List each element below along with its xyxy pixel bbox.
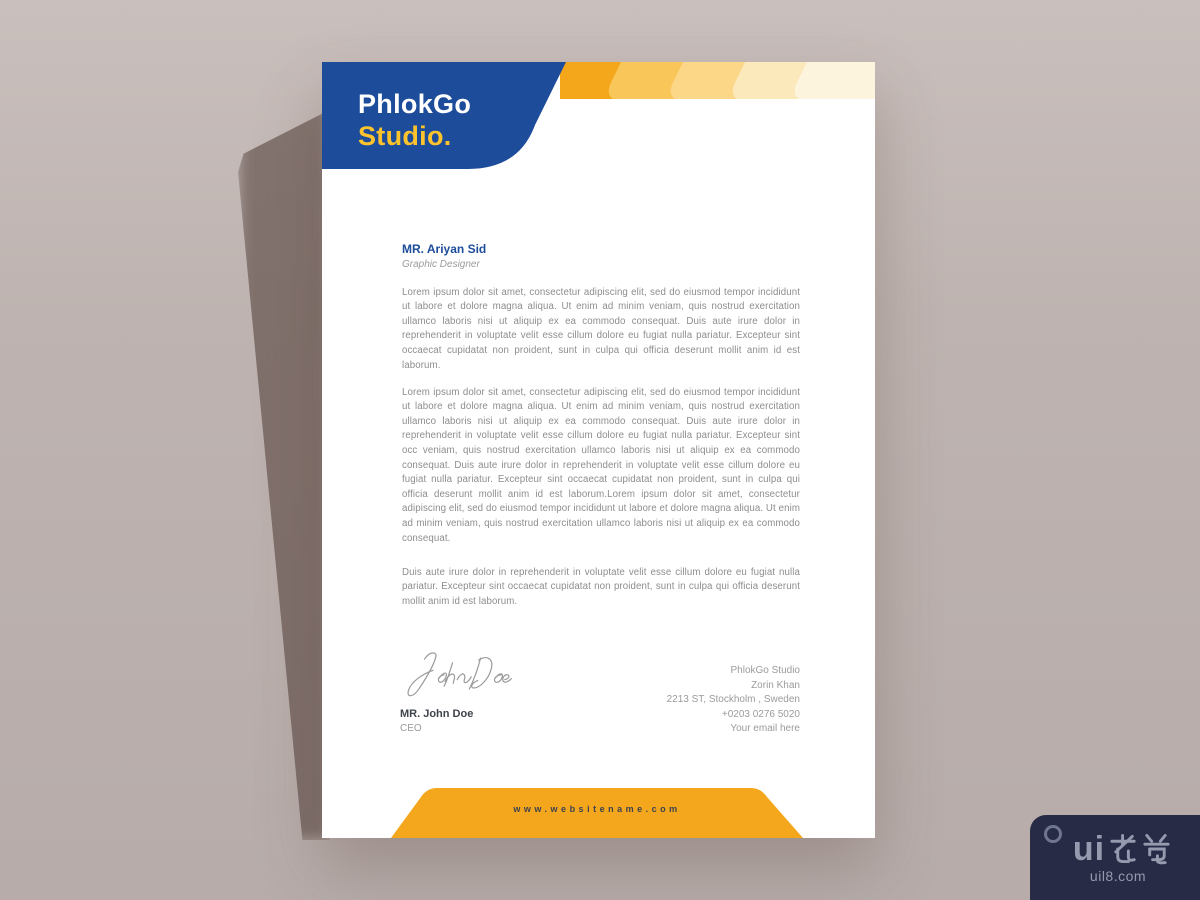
watermark-ring-icon xyxy=(1044,825,1062,843)
contact-email: Your email here xyxy=(730,723,800,735)
body-paragraph-1: Lorem ipsum dolor sit amet, consectetur adipiscing elit, sed do eiusmod tempor incididunt ut labore et dolore magna aliqua. Ut enim ad minim veniam, quis nostrud exercitation ullamco laboris nisi ut aliquip ex ea commodo consequat. Duis aute irure dolor in reprehenderit in voluptate velit esse cillum dolore eu fugiat nulla pariatur. Excepteur sint occaecat cupidatat non proident, sunt in culpa qui officia deserunt mollit anim id est laborum. xyxy=(402,286,800,371)
ui8-cjk-logo-icon xyxy=(1109,832,1171,866)
contact-company: PhlokGo Studio xyxy=(730,665,800,676)
signoff-block xyxy=(400,646,520,734)
footer-website: www.websitename.com xyxy=(513,804,681,814)
contact-person: Zorin Khan xyxy=(751,679,800,691)
brand-logo xyxy=(358,88,471,152)
brand-logo-line1: PhlokGo xyxy=(358,89,472,119)
recipient-name: MR. Ariyan Sid xyxy=(402,242,487,256)
body-paragraph-2: Lorem ipsum dolor sit amet, consectetur adipiscing elit, sed do eiusmod tempor incididunt ut labore et dolore magna aliqua. Ut enim ad minim veniam, quis nostrud exercitation ullamco laboris nisi ut aliquip ex ea commodo consequat. Duis aute irure dolor in reprehenderit in voluptate velit esse cillum dolore eu fugiat nulla pariatur. Excepteur sint occ veniam, quis nostrud exercitation ullamco laboris nisi ut aliquip ex ea commodo consequat. Duis aute irure dolor in reprehenderit in voluptate velit esse cillum dolore eu fugiat nulla pariatur. Excepteur sint occaecat cupidatat non proident, sunt in culpa qui officia deserunt mollit anim id est laborum.Lorem ipsum dolor sit amet, consectetur adipiscing elit, sed do eiusmod tempor incididunt ut labore et dolore magna aliqua. Ut enim ad minim veniam, quis nostrud exercitation ullamco laboris nisi ut aliquip ex ea commodo consequat. xyxy=(402,386,800,544)
body-paragraph-3: Duis aute irure dolor in reprehenderit in voluptate velit esse cillum dolore eu fugiat nulla pariatur. Excepteur sint occaecat cupidatat non proident, sunt in culpa qui officia deserunt mollit anim id est laborum. xyxy=(402,566,800,607)
contact-block xyxy=(667,664,800,737)
watermark-domain: uil8.com xyxy=(1089,867,1147,884)
signer-role: CEO xyxy=(400,723,422,734)
letterhead-page xyxy=(322,62,875,838)
watermark-logo-text: ui xyxy=(1072,829,1106,868)
watermark-logo xyxy=(1072,829,1171,868)
contact-address: 2213 ST, Stockholm , Sweden xyxy=(666,694,800,706)
recipient-title: Graphic Designer xyxy=(402,259,480,270)
footer-ribbon xyxy=(390,788,804,838)
contact-phone: +0203 0276 5020 xyxy=(721,708,800,720)
ui8-watermark-badge[interactable] xyxy=(1030,815,1200,900)
recipient-block xyxy=(402,242,486,270)
paper-cast-shadow xyxy=(238,106,330,840)
signer-name: MR. John Doe xyxy=(400,708,474,720)
signature-script xyxy=(400,646,520,702)
header-stripe-band xyxy=(560,62,875,99)
brand-logo-line2: Studio. xyxy=(358,121,452,151)
